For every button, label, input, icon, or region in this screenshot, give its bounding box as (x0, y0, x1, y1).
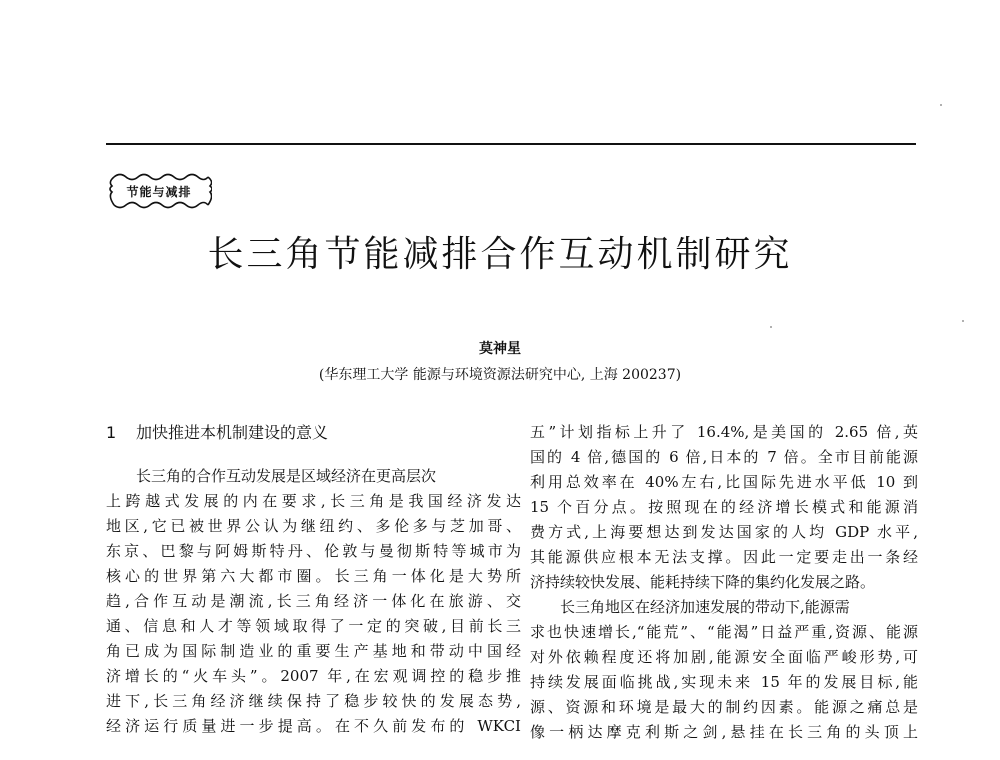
body-line: 核心的世界第六大都市圈。长三角一体化是大势所 (106, 567, 521, 585)
author-affiliation: (华东理工大学 能源与环境资源法研究中心, 上海 200237) (318, 367, 682, 383)
top-rule (106, 143, 916, 145)
body-line: 通、信息和人才等领域取得了一定的突破,目前长三 (106, 617, 521, 635)
scan-speck (940, 104, 942, 106)
scan-speck (962, 320, 964, 322)
body-line: 济持续较快发展、能耗持续下降的集约化发展之路。 (530, 573, 876, 591)
body-line: 长三角的合作互动发展是区域经济在更高层次 (136, 467, 437, 485)
author-name: 莫神星 (479, 341, 521, 357)
body-line: 上跨越式发展的内在要求,长三角是我国经济发达 (106, 492, 521, 510)
body-line: 五”计划指标上升了 16.4%,是美国的 2.65 倍,英 (530, 423, 918, 441)
body-line: 趋,合作互动是潮流,长三角经济一体化在旅游、交 (106, 592, 521, 610)
body-line: 经济运行质量进一步提高。在不久前发布的 WKCI (106, 717, 521, 735)
body-line: 国的 4 倍,德国的 6 倍,日本的 7 倍。全市目前能源 (530, 448, 918, 466)
paper-title: 长三角节能减排合作互动机制研究 (207, 234, 793, 275)
body-line: 济增长的“火车头”。2007 年,在宏观调控的稳步推 (106, 667, 521, 685)
left-column (106, 420, 521, 739)
right-column (530, 420, 918, 745)
body-line: 源、资源和环境是最大的制约因素。能源之痛总是 (530, 698, 918, 716)
body-line: 地区,它已被世界公认为继纽约、多伦多与芝加哥、 (106, 517, 521, 535)
body-line: 对外依赖程度还将加剧,能源安全面临严峻形势,可 (530, 648, 918, 666)
body-line: 15 个百分点。按照现在的经济增长模式和能源消 (530, 498, 918, 516)
scan-speck (770, 326, 772, 328)
body-line: 利用总效率在 40%左右,比国际先进水平低 10 到 (530, 473, 918, 491)
body-line: 东京、巴黎与阿姆斯特丹、伦敦与曼彻斯特等城市为 (106, 542, 521, 560)
section-title: 加快推进本机制建设的意义 (136, 423, 329, 442)
section-heading (106, 420, 521, 446)
body-line: 角已成为国际制造业的重要生产基地和带动中国经 (106, 642, 521, 660)
body-line: 长三角地区在经济加速发展的带动下,能源需 (560, 598, 850, 616)
section-tag (106, 170, 212, 212)
section-tag-label: 节能与减排 (126, 185, 192, 199)
body-line: 像一柄达摩克利斯之剑,悬挂在长三角的头顶上 (530, 723, 918, 741)
body-line: 其能源供应根本无法支撑。因此一定要走出一条经 (530, 548, 918, 566)
section-number: 1 (106, 423, 117, 442)
body-line: 求也快速增长,“能荒”、“能渴”日益严重,资源、能源 (530, 623, 918, 641)
body-line: 持续发展面临挑战,实现未来 15 年的发展目标,能 (530, 673, 918, 691)
body-line: 进下,长三角经济继续保持了稳步较快的发展态势, (106, 692, 521, 710)
body-line: 费方式,上海要想达到发达国家的人均 GDP 水平, (530, 523, 918, 541)
